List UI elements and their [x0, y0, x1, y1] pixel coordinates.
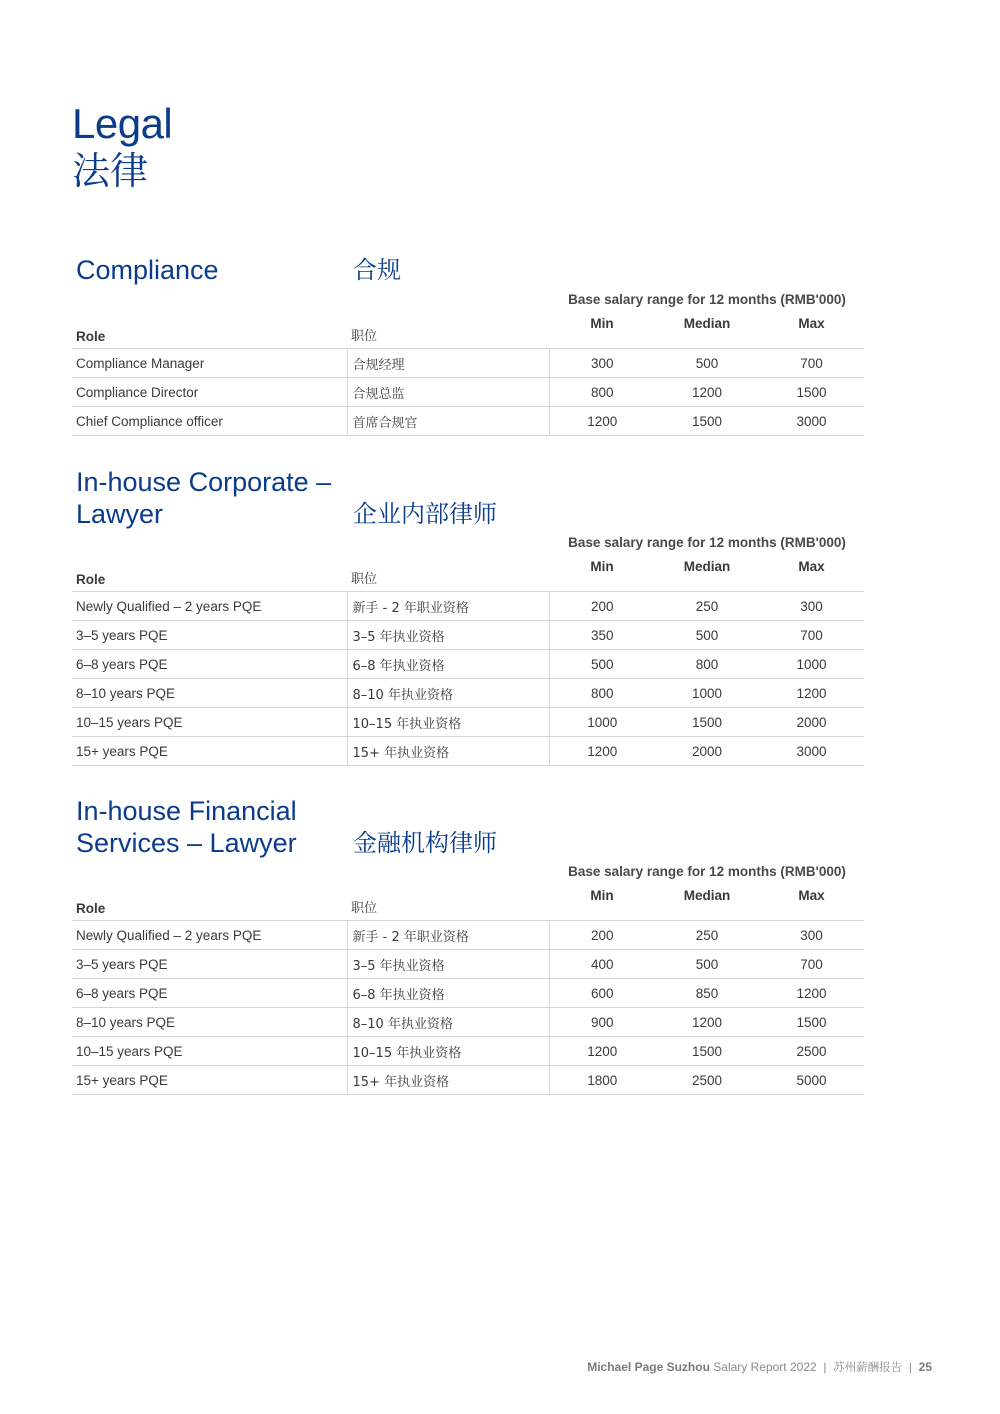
section-title-en-line1: In-house Financial	[76, 796, 297, 826]
role-zh-cell: 8–10 年执业资格	[347, 1008, 549, 1037]
table-row	[72, 708, 864, 737]
median-cell: 1200	[655, 1008, 759, 1037]
max-cell: 300	[759, 921, 864, 950]
footer-zh: 苏州薪酬报告	[833, 1360, 903, 1374]
median-cell: 850	[655, 979, 759, 1008]
header-min: Min	[590, 316, 614, 331]
role-cell: 10–15 years PQE	[72, 708, 347, 737]
role-cell: Chief Compliance officer	[72, 407, 347, 436]
section-title-en-line2: Services – Lawyer	[76, 828, 297, 858]
role-zh-cell: 合规经理	[347, 349, 549, 378]
max-cell: 3000	[759, 737, 864, 766]
max-cell: 300	[759, 592, 864, 621]
header-max: Max	[798, 888, 825, 903]
header-median: Median	[683, 316, 731, 331]
max-cell: 700	[759, 349, 864, 378]
page-footer	[587, 1359, 932, 1375]
role-zh-cell: 10–15 年执业资格	[347, 1037, 549, 1066]
median-cell: 250	[655, 921, 759, 950]
header-role: Role	[76, 572, 106, 587]
salary-table	[72, 314, 864, 436]
max-cell: 1200	[759, 679, 864, 708]
role-zh-cell: 15+ 年执业资格	[347, 1066, 549, 1095]
table-header-row	[72, 314, 864, 349]
median-cell: 500	[655, 621, 759, 650]
header-role-zh: 职位	[351, 901, 378, 916]
header-max: Max	[798, 316, 825, 331]
section-title-en-line1: In-house Corporate –	[76, 467, 332, 497]
role-zh-cell: 3–5 年执业资格	[347, 950, 549, 979]
section-title-en: Compliance	[76, 255, 219, 285]
table-row	[72, 592, 864, 621]
role-cell: 6–8 years PQE	[72, 650, 347, 679]
table-row	[72, 921, 864, 950]
table-row	[72, 737, 864, 766]
max-cell: 2500	[759, 1037, 864, 1066]
salary-range-label: Base salary range for 12 months (RMB'000)	[568, 535, 846, 550]
footer-separator: |	[905, 1360, 916, 1374]
min-cell: 300	[549, 349, 655, 378]
min-cell: 1200	[549, 407, 655, 436]
min-cell: 1000	[549, 708, 655, 737]
table-row	[72, 621, 864, 650]
role-cell: Compliance Manager	[72, 349, 347, 378]
table-row	[72, 679, 864, 708]
section-title-zh: 合规	[353, 256, 401, 284]
max-cell: 1500	[759, 378, 864, 407]
max-cell: 1200	[759, 979, 864, 1008]
median-cell: 1500	[655, 708, 759, 737]
table-row	[72, 407, 864, 436]
salary-range-label: Base salary range for 12 months (RMB'000)	[568, 292, 846, 307]
header-median: Median	[683, 888, 731, 903]
role-zh-cell: 10–15 年执业资格	[347, 708, 549, 737]
role-cell: 6–8 years PQE	[72, 979, 347, 1008]
role-zh-cell: 新手 - 2 年职业资格	[347, 592, 549, 621]
table-row	[72, 349, 864, 378]
median-cell: 500	[655, 349, 759, 378]
max-cell: 2000	[759, 708, 864, 737]
role-zh-cell: 15+ 年执业资格	[347, 737, 549, 766]
header-role: Role	[76, 329, 106, 344]
role-cell: Newly Qualified – 2 years PQE	[72, 921, 347, 950]
page-title-zh: 法律	[72, 149, 149, 193]
role-cell: Newly Qualified – 2 years PQE	[72, 592, 347, 621]
role-zh-cell: 6–8 年执业资格	[347, 979, 549, 1008]
section-title-en-line2: Lawyer	[76, 499, 164, 529]
page-title-en: Legal	[72, 100, 173, 147]
median-cell: 800	[655, 650, 759, 679]
table-row	[72, 1008, 864, 1037]
median-cell: 1500	[655, 1037, 759, 1066]
max-cell: 1500	[759, 1008, 864, 1037]
median-cell: 250	[655, 592, 759, 621]
role-cell: 10–15 years PQE	[72, 1037, 347, 1066]
table-row	[72, 979, 864, 1008]
median-cell: 2500	[655, 1066, 759, 1095]
min-cell: 800	[549, 378, 655, 407]
max-cell: 700	[759, 950, 864, 979]
min-cell: 800	[549, 679, 655, 708]
role-cell: 3–5 years PQE	[72, 950, 347, 979]
page-number: 25	[918, 1360, 932, 1374]
role-zh-cell: 3–5 年执业资格	[347, 621, 549, 650]
min-cell: 600	[549, 979, 655, 1008]
min-cell: 400	[549, 950, 655, 979]
median-cell: 1200	[655, 378, 759, 407]
header-max: Max	[798, 559, 825, 574]
role-cell: 3–5 years PQE	[72, 621, 347, 650]
role-zh-cell: 8–10 年执业资格	[347, 679, 549, 708]
header-median: Median	[683, 559, 731, 574]
table-row	[72, 1066, 864, 1095]
min-cell: 200	[549, 921, 655, 950]
median-cell: 500	[655, 950, 759, 979]
header-min: Min	[590, 888, 614, 903]
table-row	[72, 1037, 864, 1066]
salary-range-label: Base salary range for 12 months (RMB'000)	[568, 864, 846, 879]
salary-table	[72, 557, 864, 766]
table-header-row	[72, 886, 864, 921]
header-role-zh: 职位	[351, 329, 378, 344]
max-cell: 5000	[759, 1066, 864, 1095]
min-cell: 900	[549, 1008, 655, 1037]
header-min: Min	[590, 559, 614, 574]
max-cell: 1000	[759, 650, 864, 679]
role-cell: 8–10 years PQE	[72, 1008, 347, 1037]
min-cell: 1200	[549, 1037, 655, 1066]
min-cell: 350	[549, 621, 655, 650]
footer-separator: |	[820, 1360, 830, 1374]
table-row	[72, 950, 864, 979]
header-role: Role	[76, 901, 106, 916]
table-row	[72, 378, 864, 407]
median-cell: 1000	[655, 679, 759, 708]
role-zh-cell: 6–8 年执业资格	[347, 650, 549, 679]
role-zh-cell: 合规总监	[347, 378, 549, 407]
role-cell: Compliance Director	[72, 378, 347, 407]
footer-report: Salary Report 2022	[713, 1360, 817, 1374]
min-cell: 1800	[549, 1066, 655, 1095]
role-cell: 15+ years PQE	[72, 1066, 347, 1095]
section-title-zh: 企业内部律师	[353, 500, 497, 528]
salary-table	[72, 886, 864, 1095]
min-cell: 200	[549, 592, 655, 621]
footer-brand: Michael Page Suzhou	[587, 1360, 710, 1374]
median-cell: 2000	[655, 737, 759, 766]
table-row	[72, 650, 864, 679]
min-cell: 1200	[549, 737, 655, 766]
role-zh-cell: 新手 - 2 年职业资格	[347, 921, 549, 950]
role-zh-cell: 首席合规官	[347, 407, 549, 436]
table-header-row	[72, 557, 864, 592]
role-cell: 8–10 years PQE	[72, 679, 347, 708]
section-title-zh: 金融机构律师	[353, 829, 497, 857]
page-title	[72, 100, 172, 194]
max-cell: 3000	[759, 407, 864, 436]
median-cell: 1500	[655, 407, 759, 436]
header-role-zh: 职位	[351, 572, 378, 587]
min-cell: 500	[549, 650, 655, 679]
max-cell: 700	[759, 621, 864, 650]
role-cell: 15+ years PQE	[72, 737, 347, 766]
